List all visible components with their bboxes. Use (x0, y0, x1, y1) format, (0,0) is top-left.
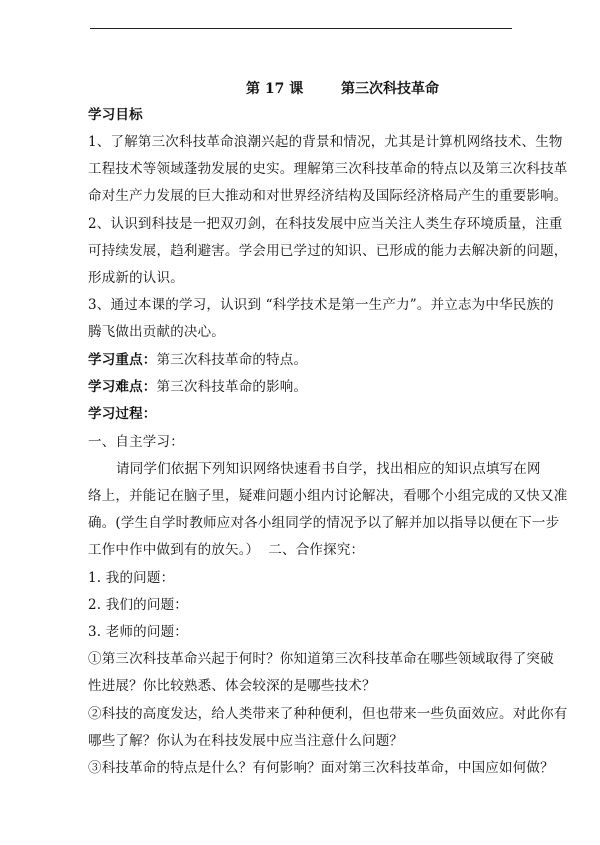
question-line: 性进展？你比较熟悉、体会较深的是哪些技术？ (88, 678, 376, 694)
list-item: 1. 我的问题： (88, 570, 175, 586)
question-line: ②科技的高度发达，给人类带来了种种便利，但也带来一些负面效应。对此你有 (88, 706, 568, 722)
header-rule (90, 28, 512, 29)
key-point-text: 第三次科技革命的特点。 (156, 352, 308, 368)
objective-line: 形成新的认识。 (88, 270, 184, 286)
objective-line: 3、通过本课的学习，认识到 “科学技术是第一生产力”。并立志为中华民族的 (88, 297, 554, 313)
objective-line: 工程技术等领域蓬勃发展的史实。理解第三次科技革命的特点以及第三次科技革 (88, 161, 568, 177)
key-point-label: 学习重点： (88, 352, 157, 368)
objectives-heading: 学习目标 (88, 107, 143, 123)
objective-line: 2、认识到科技是一把双刃剑，在科技发展中应当关注人类生存环境质量，注重 (88, 216, 563, 232)
paragraph-line: 请同学们依据下列知识网络快速看书自学，找出相应的知识点填写在网 (116, 461, 541, 477)
key-point (88, 348, 307, 368)
objective-line: 可持续发展，趋利避害。学会用已学过的知识、已形成的能力去解决新的问题， (88, 243, 568, 259)
question-line: 哪些了解？你认为在科技发展中应当注意什么问题？ (88, 733, 404, 749)
objective-line: 1、了解第三次科技革命浪潮兴起的背景和情况，尤其是计算机网络技术、生物 (88, 134, 563, 150)
list-item: 3. 老师的问题： (88, 624, 188, 640)
lesson-title: 第三次科技革命 (341, 81, 439, 97)
difficult-point-label: 学习难点： (88, 379, 157, 395)
objective-line: 命对生产力发展的巨大推动和对世界经济结构及国际经济格局产生的重要影响。 (88, 188, 568, 204)
question-line: ①第三次科技革命兴起于何时？你知道第三次科技革命在哪些领域取得了突破 (88, 651, 554, 667)
question-line: ③科技革命的特点是什么？有何影响？面对第三次科技革命，中国应如何做？ (88, 760, 554, 776)
difficult-point (88, 375, 307, 395)
lesson-number: 第 17 课 (246, 81, 304, 97)
section-self-study: 一、自主学习： (88, 434, 184, 450)
process-heading: 学习过程： (88, 406, 157, 422)
paragraph-line: 工作中作中做到有的放矢。） 二、合作探究： (88, 542, 365, 558)
difficult-point-text: 第三次科技革命的影响。 (156, 379, 308, 395)
paragraph-line: 确。(学生自学时教师应对各小组同学的情况予以了解并加以指导以便在下一步 (88, 515, 560, 531)
list-item: 2. 我们的问题： (88, 597, 188, 613)
objective-line: 腾飞做出贡献的决心。 (88, 324, 225, 340)
paragraph-line: 络上，并能记在脑子里，疑难问题小组内讨论解决，看哪个小组完成的又快又准 (88, 488, 568, 504)
